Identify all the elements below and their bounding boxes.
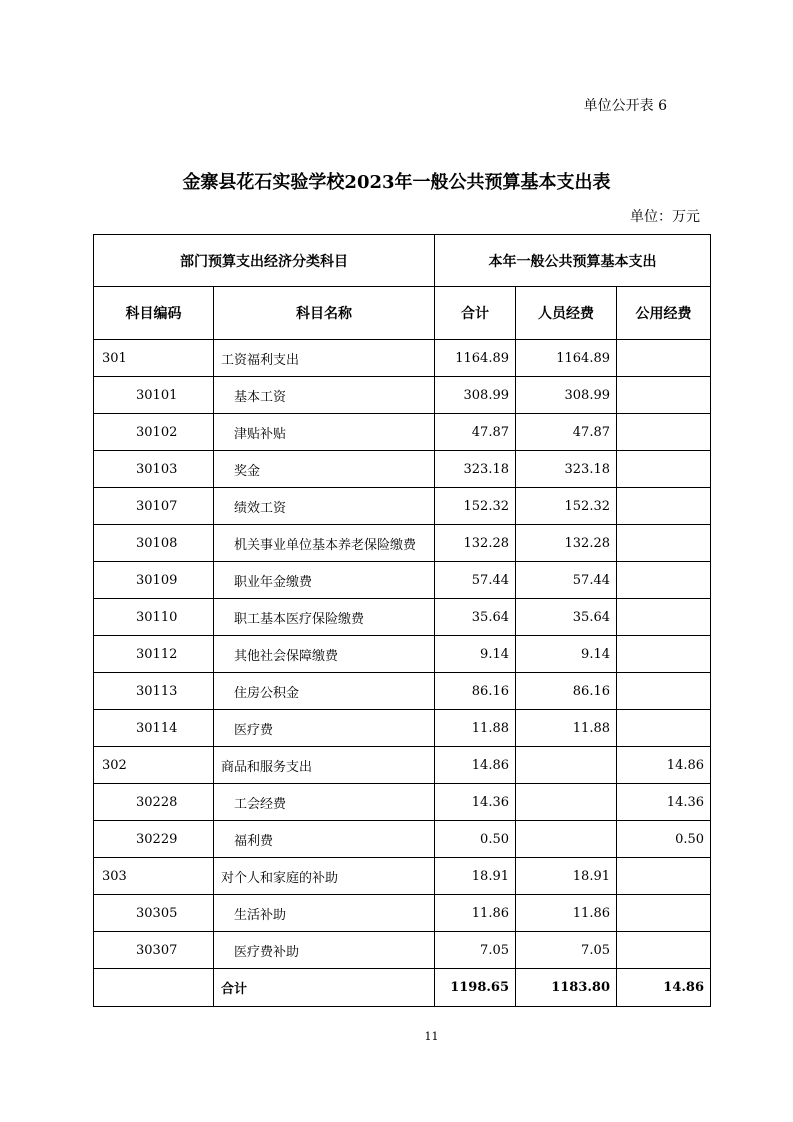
total-label: 合计 <box>214 969 435 1007</box>
table-row <box>94 377 711 414</box>
row-name: 福利费 <box>214 821 435 858</box>
row-name: 对个人和家庭的补助 <box>214 858 435 895</box>
row-name: 绩效工资 <box>214 488 435 525</box>
row-public: 0.50 <box>617 821 711 858</box>
table-row <box>94 414 711 451</box>
row-total: 47.87 <box>435 414 516 451</box>
row-personnel <box>516 784 617 821</box>
row-code: 30108 <box>94 525 214 562</box>
row-total: 86.16 <box>435 673 516 710</box>
row-code: 302 <box>94 747 214 784</box>
row-name: 工资福利支出 <box>214 340 435 377</box>
table-row <box>94 895 711 932</box>
row-personnel: 11.88 <box>516 710 617 747</box>
row-name: 津贴补贴 <box>214 414 435 451</box>
row-personnel: 35.64 <box>516 599 617 636</box>
row-personnel: 11.86 <box>516 895 617 932</box>
row-personnel <box>516 747 617 784</box>
row-code: 30113 <box>94 673 214 710</box>
table-row <box>94 599 711 636</box>
row-public <box>617 451 711 488</box>
row-total: 18.91 <box>435 858 516 895</box>
row-total: 57.44 <box>435 562 516 599</box>
row-total: 14.36 <box>435 784 516 821</box>
row-public <box>617 488 711 525</box>
table-row <box>94 636 711 673</box>
row-name: 生活补助 <box>214 895 435 932</box>
row-total: 152.32 <box>435 488 516 525</box>
row-public <box>617 636 711 673</box>
table-row <box>94 710 711 747</box>
table-row <box>94 821 711 858</box>
row-code: 30109 <box>94 562 214 599</box>
row-name: 职工基本医疗保险缴费 <box>214 599 435 636</box>
row-code: 30307 <box>94 932 214 969</box>
row-personnel: 308.99 <box>516 377 617 414</box>
header-column-row <box>94 287 711 340</box>
table-row <box>94 673 711 710</box>
col-header-personnel: 人员经费 <box>516 287 617 340</box>
col-header-public: 公用经费 <box>617 287 711 340</box>
row-public <box>617 858 711 895</box>
row-personnel: 86.16 <box>516 673 617 710</box>
table-row <box>94 340 711 377</box>
row-code: 30110 <box>94 599 214 636</box>
row-total: 0.50 <box>435 821 516 858</box>
page-title: 金寨县花石实验学校2023年一般公共预算基本支出表 <box>182 172 611 193</box>
row-public <box>617 895 711 932</box>
row-code: 30229 <box>94 821 214 858</box>
row-personnel: 1164.89 <box>516 340 617 377</box>
row-personnel: 152.32 <box>516 488 617 525</box>
row-name: 商品和服务支出 <box>214 747 435 784</box>
row-public: 14.86 <box>617 747 711 784</box>
row-name: 基本工资 <box>214 377 435 414</box>
row-public <box>617 932 711 969</box>
header-classification: 部门预算支出经济分类科目 <box>94 235 435 287</box>
row-personnel: 323.18 <box>516 451 617 488</box>
table-row <box>94 451 711 488</box>
total-code <box>94 969 214 1007</box>
table-row <box>94 784 711 821</box>
row-name: 工会经费 <box>214 784 435 821</box>
row-public <box>617 414 711 451</box>
row-name: 其他社会保障缴费 <box>214 636 435 673</box>
row-name: 机关事业单位基本养老保险缴费 <box>214 525 435 562</box>
row-code: 30107 <box>94 488 214 525</box>
row-code: 30114 <box>94 710 214 747</box>
table-row <box>94 932 711 969</box>
unit-label: 单位：万元 <box>630 209 700 225</box>
table-body <box>94 340 711 1007</box>
page-number: 11 <box>424 1030 439 1043</box>
row-public <box>617 562 711 599</box>
row-personnel: 132.28 <box>516 525 617 562</box>
row-personnel: 7.05 <box>516 932 617 969</box>
row-total: 9.14 <box>435 636 516 673</box>
row-name: 职业年金缴费 <box>214 562 435 599</box>
row-public <box>617 525 711 562</box>
total-row <box>94 969 711 1007</box>
row-public <box>617 673 711 710</box>
row-personnel: 9.14 <box>516 636 617 673</box>
row-total: 35.64 <box>435 599 516 636</box>
row-code: 30112 <box>94 636 214 673</box>
row-total: 308.99 <box>435 377 516 414</box>
row-name: 医疗费 <box>214 710 435 747</box>
table-row <box>94 525 711 562</box>
col-header-name: 科目名称 <box>214 287 435 340</box>
row-public <box>617 599 711 636</box>
row-name: 奖金 <box>214 451 435 488</box>
row-personnel: 47.87 <box>516 414 617 451</box>
row-public: 14.36 <box>617 784 711 821</box>
row-total: 14.86 <box>435 747 516 784</box>
row-name: 医疗费补助 <box>214 932 435 969</box>
col-header-code: 科目编码 <box>94 287 214 340</box>
form-number: 单位公开表 6 <box>583 98 667 114</box>
row-public <box>617 340 711 377</box>
row-total: 323.18 <box>435 451 516 488</box>
budget-table <box>93 234 711 1007</box>
table-row <box>94 562 711 599</box>
total-amount: 1198.65 <box>435 969 516 1007</box>
total-public: 14.86 <box>617 969 711 1007</box>
row-total: 132.28 <box>435 525 516 562</box>
row-public <box>617 377 711 414</box>
header-basic-expenditure: 本年一般公共预算基本支出 <box>435 235 711 287</box>
row-code: 30102 <box>94 414 214 451</box>
row-personnel: 18.91 <box>516 858 617 895</box>
col-header-total: 合计 <box>435 287 516 340</box>
row-code: 301 <box>94 340 214 377</box>
row-personnel <box>516 821 617 858</box>
header-group-row <box>94 235 711 287</box>
row-total: 11.88 <box>435 710 516 747</box>
row-code: 30103 <box>94 451 214 488</box>
table-row <box>94 747 711 784</box>
row-code: 30101 <box>94 377 214 414</box>
table-row <box>94 488 711 525</box>
row-total: 11.86 <box>435 895 516 932</box>
row-total: 7.05 <box>435 932 516 969</box>
row-code: 30305 <box>94 895 214 932</box>
row-personnel: 57.44 <box>516 562 617 599</box>
row-name: 住房公积金 <box>214 673 435 710</box>
total-personnel: 1183.80 <box>516 969 617 1007</box>
row-code: 303 <box>94 858 214 895</box>
table-row <box>94 858 711 895</box>
row-public <box>617 710 711 747</box>
row-total: 1164.89 <box>435 340 516 377</box>
row-code: 30228 <box>94 784 214 821</box>
